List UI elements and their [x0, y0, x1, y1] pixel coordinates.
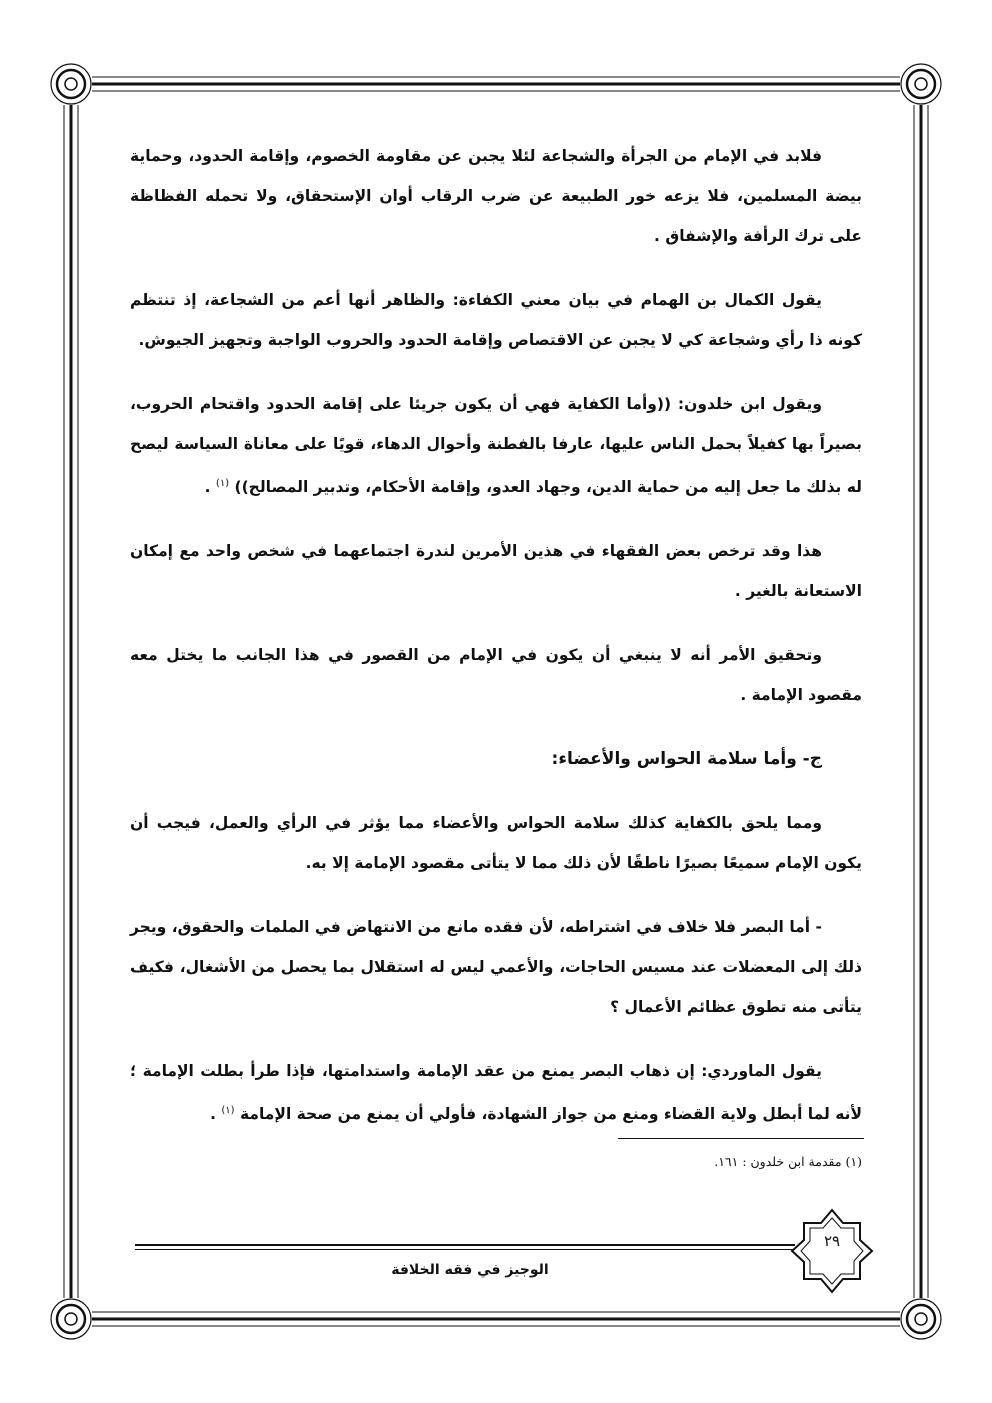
- paragraph-mawardi: يقول الماوردي: إن ذهاب البصر يمنع من عقد الإمامة واستدامتها، فإذا طرأ بطلت الإمامة ؛ لأنه لما أبطل ولاية القضاء ومنع من جواز الشهادة، فأولي أن يمنع من صحة الإمامة $^{(١)}$ .: [130, 1062, 862, 1124]
- book-title: الوجيز في فقه الخلافة: [391, 1262, 549, 1278]
- paragraph-sight: - أما البصر فلا خلاف في اشتراطه، لأن فقده مانع من الانتهاض في الملمات والحقوق، ويجر ذلك إلى المعضلات عند مسيس الحاجات، والأعمي ليس له استقلال بما يحصل من الأشغال، فكيف يتأتى منه تطوق عظائم الأعمال ؟: [130, 918, 862, 1017]
- footnote-ref: (١): [221, 1105, 235, 1117]
- ibn-khaldun-quote: ويقول ابن خلدون: ((وأما الكفاية فهي أن يكون جريئا على إقامة الحدود واقتحام الحروب، بصيراً بها كفيلاً بحمل الناس عليها، عارفا بالفطنة وأحوال الدهاء، قويًا على معاناة السياسة ليصح له بذلك ما جعل إليه من حماية الدين، وجهاد العدو، وإقامة الأحكام، وتدبير المصالح)): [130, 395, 862, 497]
- paragraph-concession: هذا وقد ترخص بعض الفقهاء في هذين الأمرين لندرة اجتماعهما في شخص واحد مع إمكان الاستعانة بالغير .: [130, 542, 862, 601]
- sight-lead: - أما البصر: [741, 918, 822, 937]
- section-heading-senses: ج- وأما سلامة الحواس والأعضاء:: [551, 749, 822, 770]
- paragraph-verification: وتحقيق الأمر أنه لا ينبغي أن يكون في الإمام من القصور في هذا الجانب ما يختل معه مقصود الإمامة .: [130, 646, 862, 705]
- page-number-star-ornament: [792, 1210, 872, 1292]
- paragraph-senses: ومما يلحق بالكفاية كذلك سلامة الحواس والأعضاء مما يؤثر في الرأي والعمل، فيجب أن يكون الإمام سميعًا بصيرًا ناطقًا لأن ذلك مما لا يتأتى مقصود الإمامة إلا به.: [130, 814, 862, 873]
- footnote: (١) مقدمة ابن خلدون : ١٦١.: [714, 1154, 862, 1169]
- paragraph-ibn-khaldun: ويقول ابن خلدون: ((وأما الكفاية فهي أن يكون جريئا على إقامة الحدود واقتحام الحروب، بصيراً بها كفيلاً بحمل الناس عليها، عارفا بالفطنة وأحوال الدهاء، قويًا على معاناة السياسة ليصح له بذلك ما جعل إليه من حماية الدين، وجهاد العدو، وإقامة الأحكام، وتدبير المصالح)) $^{(١)}$ .: [130, 395, 862, 497]
- paragraph-courage: فلابد في الإمام من الجرأة والشجاعة لئلا يجبن عن مقاومة الخصوم، وإقامة الحدود، وحماية بيضة المسلمين، فلا يزعه خور الطبيعة عن ضرب الرقاب أوان الإستحقاق، ولا تحمله الفظاظة على ترك الرأفة والإشفاق .: [130, 147, 862, 245]
- main-text: [130, 136, 862, 1158]
- page-number: ٢٩: [823, 1232, 841, 1250]
- paragraph-ibn-humam: يقول الكمال بن الهمام في بيان معني الكفاءة: والظاهر أنها أعم من الشجاعة، إذ تنتظم كونه ذا رأي وشجاعة كي لا يجبن عن الاقتصاص وإقامة الحدود والحروب الواجبة وتجهيز الجيوش.: [130, 291, 862, 349]
- footer-rule: [135, 1244, 795, 1250]
- footnote-ref: (١): [215, 478, 230, 489]
- footnote-separator: [618, 1138, 864, 1139]
